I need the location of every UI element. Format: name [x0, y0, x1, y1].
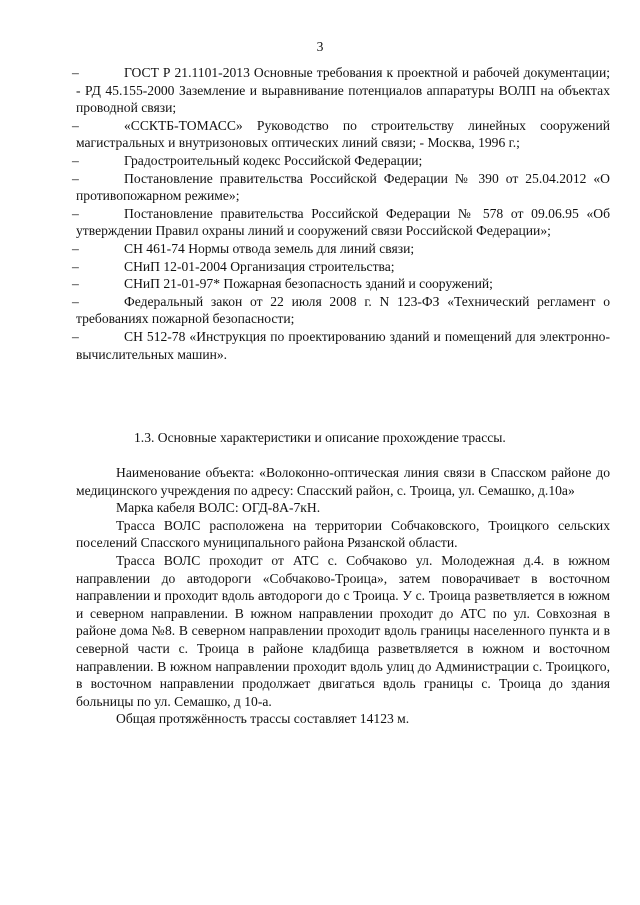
section-body [76, 464, 610, 728]
list-dash: – [72, 293, 79, 309]
reference-text: Градостроительный кодекс Российской Федерации; [124, 152, 423, 168]
section-heading: 1.3. Основные характеристики и описание прохождение трассы. [134, 430, 506, 445]
paragraph-object-name: Наименование объекта: «Волоконно-оптическая линия связи в Спасском районе до медицинского учреждения по адресу: Спасский район, с. Троица, ул. Семашко, д.10а» [76, 465, 610, 498]
reference-text: Федеральный закон от 22 июля 2008 г. N 123-ФЗ «Технический регламент о требованиях пожарной безопасности; [76, 293, 610, 327]
reference-text: Постановление правительства Российской Федерации № 390 от 25.04.2012 «О противопожарном режиме»; [76, 170, 610, 204]
reference-text: СН 461-74 Нормы отвода земель для линий связи; [124, 240, 415, 256]
paragraph-route-description: Трасса ВОЛС проходит от АТС с. Собчаково ул. Молодежная д.4. в южном направлении до автодороги «Собчаково-Троица», затем поворачивает в восточном направлении и проходит вдоль автодороги до с Троица. У с. Троица разветвляется в южном и северном направлении. В южном направлении проходит до АТС по ул. Совхозная в районе дома №8. В северном направлении проходит вдоль границы населенного пункта и в северной части с. Троица в районе кладбища разветвляется в южном и восточном направлении. В южном направлении проходит вдоль улиц до Администрации с. Троицкого, в восточном направлении продолжает двигаться вдоль границы с. Троица до здания больницы по ул. Семашко, д 10-а. [76, 552, 610, 709]
reference-text: СН 512-78 «Инструкция по проектированию зданий и помещений для электронно-вычислительных машин». [76, 328, 610, 362]
reference-text: СНиП 12-01-2004 Организация строительства; [124, 258, 395, 274]
list-dash: – [72, 276, 79, 292]
reference-item [72, 117, 610, 152]
list-dash: – [72, 117, 79, 133]
list-dash: – [72, 205, 79, 221]
paragraph-route-location: Трасса ВОЛС расположена на территории Собчаковского, Троицкого сельских поселений Спасского муниципального района Рязанской области. [76, 517, 610, 551]
reference-item [72, 152, 610, 170]
reference-item [72, 293, 610, 328]
reference-text: «ССКТБ-ТОМАСС» Руководство по строительству линейных сооружений магистральных и внутризоновых оптических линий связи; - Москва, 1996 г.; [76, 117, 610, 151]
list-dash: – [72, 170, 79, 186]
reference-item [72, 64, 610, 117]
list-dash: – [72, 65, 79, 80]
reference-text: СНиП 21-01-97* Пожарная безопасность зданий и сооружений; [124, 276, 493, 292]
reference-item [72, 328, 610, 363]
reference-text: Постановление правительства Российской Федерации № 578 от 09.06.95 «Об утверждении Правил охраны линий и сооружений связи Российской Федерации»; [76, 205, 610, 239]
page-number: 3 [316, 39, 324, 54]
list-dash: – [72, 328, 79, 344]
paragraph-cable-brand: Марка кабеля ВОЛС: ОГД-8А-7кН. [116, 500, 321, 516]
list-dash: – [72, 240, 79, 256]
reference-list [72, 64, 610, 363]
reference-text: ГОСТ Р 21.1101-2013 Основные требования к проектной и рабочей документации; - РД 45.155-2000 Заземление и выравнивание потенциалов аппаратуры ВОЛП на объектах проводной связи; [76, 65, 610, 116]
list-dash: – [72, 258, 79, 274]
list-dash: – [72, 152, 79, 168]
reference-item [72, 258, 610, 276]
reference-item [72, 205, 610, 240]
reference-item [72, 170, 610, 205]
reference-item [72, 240, 610, 258]
paragraph-total-length: Общая протяжённость трассы составляет 14123 м. [116, 711, 410, 727]
reference-item [72, 275, 610, 293]
